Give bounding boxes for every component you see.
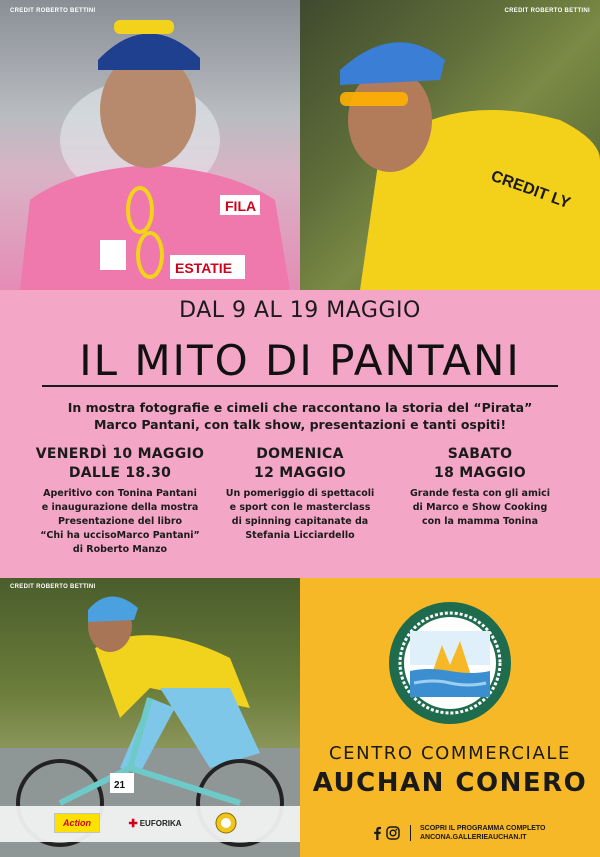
schedule-day-1 xyxy=(20,445,220,557)
intro-line: In mostra fotografie e cimeli che raccontano la storia del “Pirata” xyxy=(67,400,533,415)
schedule-desc-line: di Roberto Manzo xyxy=(72,544,168,555)
schedule-desc-line: Un pomeriggio di spettacoli xyxy=(225,488,375,499)
svg-text:ESTATIE: ESTATIE xyxy=(175,260,233,276)
schedule-description xyxy=(215,487,385,543)
schedule-desc-line: Stefania Licciardello xyxy=(245,530,355,541)
schedule-day-2 xyxy=(215,445,385,543)
schedule-desc-line: con la mamma Tonina xyxy=(422,516,538,527)
schedule-day-title: DOMENICA xyxy=(256,446,344,462)
schedule-day-3 xyxy=(380,445,580,529)
title-underline xyxy=(42,385,558,387)
euforika-logo xyxy=(128,813,182,833)
conero-emblem-icon xyxy=(388,601,512,725)
schedule-description xyxy=(380,487,580,529)
euforika-mark-icon: ✚ xyxy=(128,817,138,830)
auchan-conero-logo xyxy=(388,601,512,725)
schedule-description xyxy=(20,487,220,557)
program-info-line: SCOPRI IL PROGRAMMA COMPLETO xyxy=(420,825,546,832)
event-intro xyxy=(40,399,560,433)
schedule-desc-line: e sport con le masterclass xyxy=(229,502,371,513)
facebook-icon[interactable] xyxy=(372,826,382,840)
pantani-foundation-logo xyxy=(208,813,244,833)
svg-text:FILA: FILA xyxy=(225,198,257,214)
schedule-day-date: 18 MAGGIO xyxy=(434,465,526,481)
svg-text:21: 21 xyxy=(114,780,126,791)
photo-pantani-pink-jersey xyxy=(0,0,300,290)
mall-name-line1: CENTRO COMMERCIALE xyxy=(329,743,571,764)
social-links xyxy=(372,824,546,842)
schedule-day-time: DALLE 18.30 xyxy=(68,465,172,481)
schedule-day-title: SABATO xyxy=(447,446,513,462)
action-logo: Action xyxy=(54,813,100,833)
schedule-desc-line: di Marco e Show Cooking xyxy=(412,502,548,513)
program-info xyxy=(420,824,546,842)
schedule-desc-line: Aperitivo con Tonina Pantani xyxy=(43,488,197,499)
photo-credit: CREDIT ROBERTO BETTINI xyxy=(10,8,96,14)
website-link[interactable]: ANCONA.GALLERIEAUCHAN.IT xyxy=(420,834,527,841)
pink-jersey-illustration xyxy=(0,0,300,290)
schedule-desc-line: di spinning capitanate da xyxy=(231,516,369,527)
intro-line: Marco Pantani, con talk show, presentazioni e tanti ospiti! xyxy=(93,417,507,432)
schedule-desc-line: “Chi ha uccisoMarco Pantani” xyxy=(40,530,200,541)
pantani-foundation-icon xyxy=(215,812,237,834)
event-dates: DAL 9 AL 19 MAGGIO xyxy=(179,298,421,323)
photo-credit: CREDIT ROBERTO BETTINI xyxy=(504,8,590,14)
social-divider xyxy=(410,825,411,841)
instagram-icon[interactable] xyxy=(386,826,400,840)
yellow-jersey-illustration xyxy=(300,0,600,290)
mall-name-line2: AUCHAN CONERO xyxy=(312,768,588,798)
schedule-desc-line: e inaugurazione della mostra xyxy=(41,502,199,513)
svg-text:CREDIT LY: CREDIT LY xyxy=(488,167,573,213)
photo-pantani-yellow-jersey xyxy=(300,0,600,290)
photo-credit: CREDIT ROBERTO BETTINI xyxy=(10,584,96,590)
schedule-desc-line: Grande festa con gli amici xyxy=(410,488,550,499)
schedule-day-title: VENERDÌ 10 MAGGIO xyxy=(35,446,205,462)
event-title: IL MITO DI PANTANI xyxy=(79,336,521,385)
schedule-day-date: 12 MAGGIO xyxy=(254,465,346,481)
euforika-label: EUFORIKA xyxy=(139,818,182,828)
schedule-desc-line: Presentazione del libro xyxy=(57,516,183,527)
